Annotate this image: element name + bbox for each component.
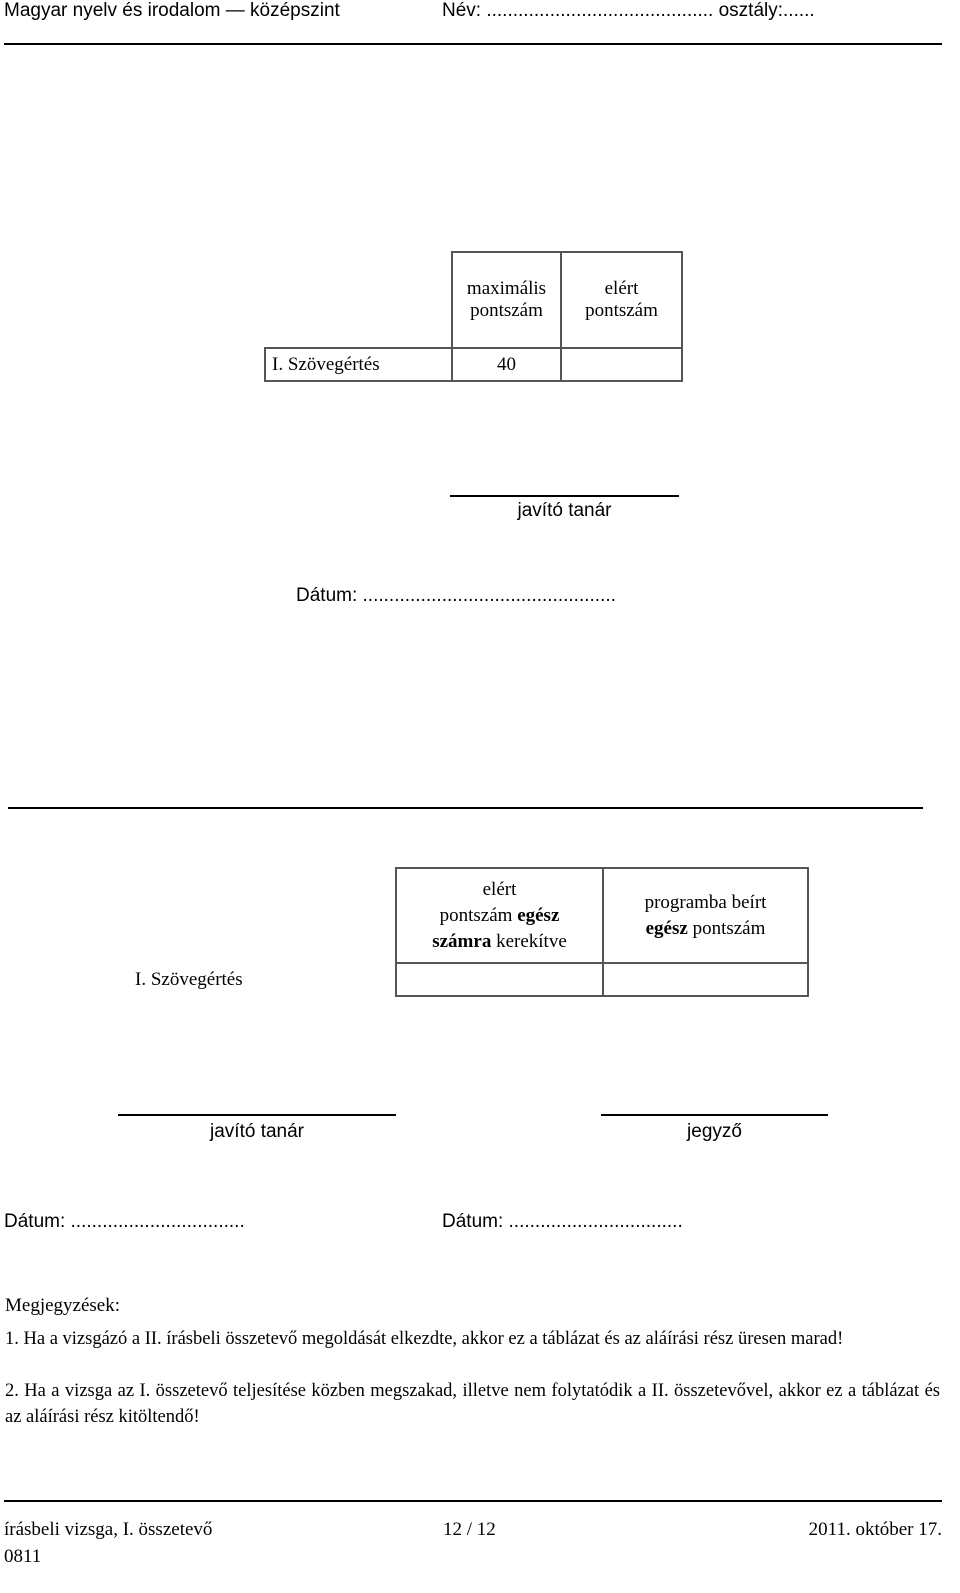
entered-score-cell[interactable] (603, 963, 808, 996)
date-field-1[interactable]: Dátum: ................................................ (296, 585, 616, 606)
footer-exam-part: írásbeli vizsga, I. összetevő (4, 1519, 213, 1540)
score-table-2 (135, 867, 809, 997)
footer-page-number: 12 / 12 (443, 1519, 496, 1540)
section-divider (8, 807, 923, 809)
signature-label-teacher: javító tanár (210, 1121, 304, 1142)
date-field-teacher[interactable]: Dátum: ................................. (4, 1211, 245, 1232)
signature-label-1: javító tanár (517, 500, 612, 521)
row-label-szovegertes-2: I. Szövegértés (135, 968, 243, 990)
max-score-header: maximális pontszám (452, 252, 561, 348)
footer-code: 0811 (4, 1546, 42, 1567)
note-1: 1. Ha a vizsgázó a II. írásbeli összetevő megoldását elkezdte, akkor ez a táblázat és az aláírási rész üresen marad! (5, 1329, 844, 1349)
header-name-field: Név: ........................................... osztály:...... (442, 0, 815, 21)
rounded-score-cell[interactable] (396, 963, 603, 996)
notes-title: Megjegyzések: (5, 1295, 121, 1316)
score-table-1 (264, 251, 683, 382)
achieved-score-cell[interactable] (561, 348, 682, 381)
header-title: Magyar nyelv és irodalom — középszint (4, 0, 340, 21)
date-field-notary[interactable]: Dátum: ................................. (442, 1211, 683, 1232)
achieved-score-header: elért pontszám (561, 252, 682, 348)
entered-score-header: programba beírt egész pontszám (603, 868, 808, 963)
signature-line-teacher (118, 1114, 396, 1116)
signature-line-1 (450, 495, 679, 497)
rounded-score-header: elért pontszám egész számra kerekítve (396, 868, 603, 963)
footer-date: 2011. október 17. (808, 1519, 942, 1540)
header-rule (4, 43, 942, 45)
signature-label-notary: jegyző (687, 1121, 742, 1142)
max-score-value: 40 (452, 348, 561, 381)
signature-line-notary (601, 1114, 828, 1116)
row-label-szovegertes: I. Szövegértés (265, 348, 452, 381)
note-2: 2. Ha a vizsga az I. összetevő teljesítése közben megszakad, illetve nem folytatódik a II. összetevővel, akkor ez a táblázat és az aláírási rész kitöltendő! (5, 1381, 940, 1427)
footer-rule (4, 1500, 942, 1502)
